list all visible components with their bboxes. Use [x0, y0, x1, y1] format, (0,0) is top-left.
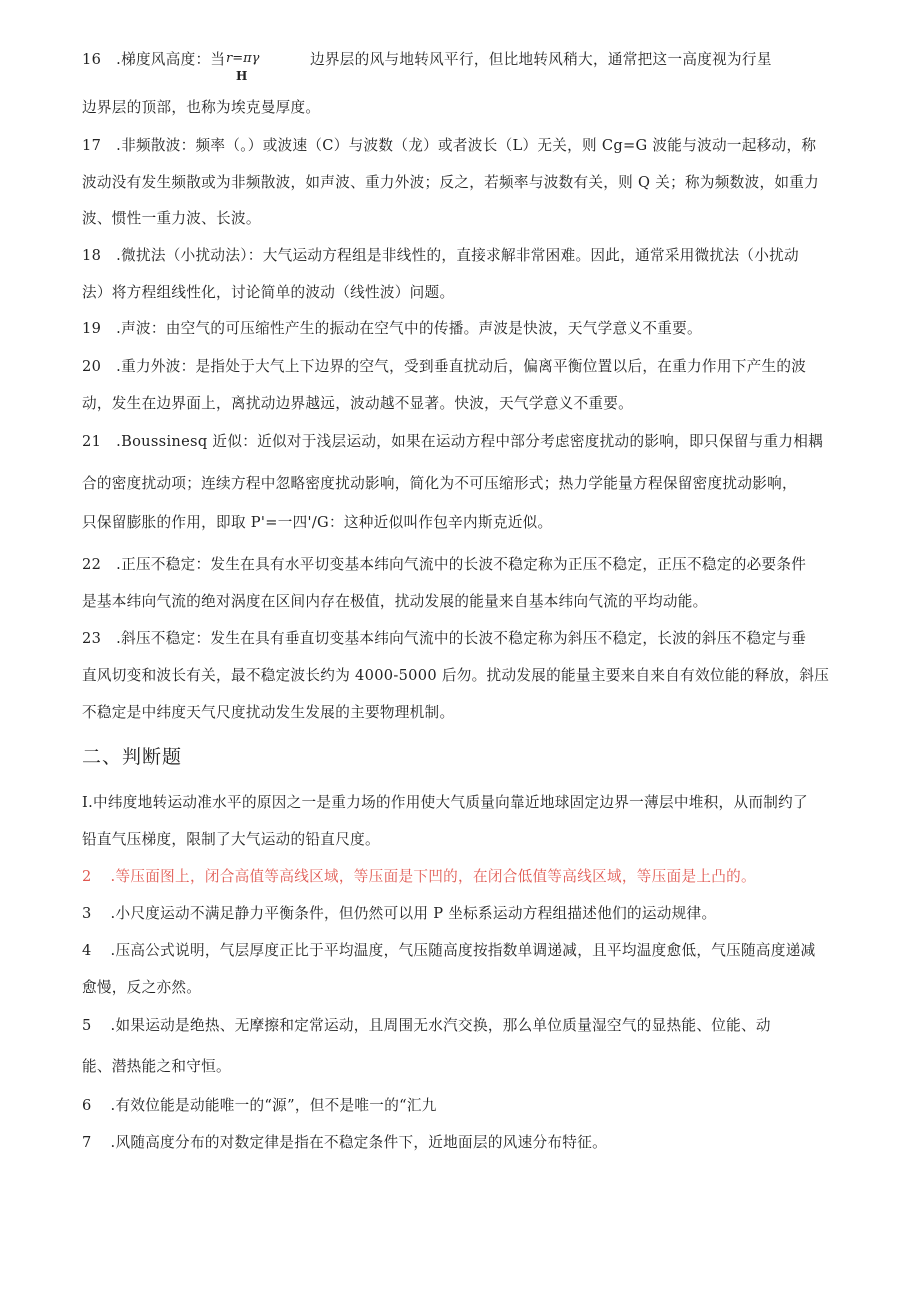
- item-21-line-3: 只保留膨胀的作用，即取 P'=一四'/G：这种近似叫作包辛内斯克近似。: [82, 514, 553, 531]
- item-18-line-2: 法）将方程组线性化，讨论简单的波动（线性波）问题。: [82, 284, 455, 301]
- judge-4-line-2: 愈慢，反之亦然。: [82, 979, 202, 996]
- judge-5-line-2: 能、潜热能之和守恒。: [82, 1058, 231, 1075]
- formula-denominator: H: [236, 69, 248, 83]
- item-16-line-1-cont: [310, 50, 772, 70]
- item-text: .如果运动是绝热、无摩擦和定常运动，且周围无水汽交换，那么单位质量湿空气的显热能、位能、动: [110, 1017, 771, 1034]
- item-number: 18: [82, 247, 102, 264]
- item-19-line-1: [82, 319, 702, 339]
- item-text: .斜压不稳定：发生在具有垂直切变基本纬向气流中的长波不稳定称为斜压不稳定，长波的斜压不稳定与垂: [116, 630, 807, 647]
- item-text: .声波：由空气的可压缩性产生的振动在空气中的传播。声波是快波，天气学意义不重要。: [116, 320, 702, 337]
- item-text: .梯度风高度：当: [116, 51, 226, 68]
- item-16-line-1: [82, 50, 225, 70]
- item-number: 19: [82, 320, 102, 337]
- item-17-line-2: 波动没有发生频散或为非频散波，如声波、重力外波；反之，若频率与波数有关，则 Q 关；称为频数波，如重力: [82, 174, 820, 191]
- item-number: 16: [82, 51, 102, 68]
- item-text: .正压不稳定：发生在具有水平切变基本纬向气流中的长波不稳定称为正压不稳定，正压不稳定的必要条件: [116, 556, 807, 573]
- item-20-line-2: 动，发生在边界面上，离扰动边界越远，波动越不显著。快波，天气学意义不重要。: [82, 395, 634, 412]
- judge-4-line-1: [82, 941, 816, 961]
- item-text: .重力外波：是指处于大气上下边界的空气，受到垂直扰动后，偏离平衡位置以后，在重力作用下产生的波: [116, 358, 807, 375]
- item-number: 7: [82, 1134, 92, 1151]
- item-text: 边界层的风与地转风平行，但比地转风稍大，通常把这一高度视为行星: [310, 51, 772, 68]
- item-23-line-1: [82, 629, 806, 649]
- item-text: .风随高度分布的对数定律是指在不稳定条件下，近地面层的风速分布特征。: [110, 1134, 607, 1151]
- item-text: .等压面图上，闭合高值等高线区域，等压面是下凹的，在闭合低值等高线区域，等压面是上凸的。: [110, 868, 756, 885]
- item-text: .有效位能是动能唯一的“源”，但不是唯一的“汇九: [110, 1097, 437, 1114]
- item-text: .Boussinesq 近似：近似对于浅层运动，如果在运动方程中部分考虑密度扰动的影响，即只保留与重力相耦: [116, 433, 824, 450]
- item-23-line-3: 不稳定是中纬度天气尺度扰动发生发展的主要物理机制。: [82, 704, 455, 721]
- section-title: 二、判断题: [82, 746, 183, 768]
- item-text: .非频散波：频率（。）或波速（C）与波数（龙）或者波长（L）无关，则 Cg=G 波能与波动一起移动，称: [116, 137, 817, 154]
- item-23-line-2: 直风切变和波长有关，最不稳定波长约为 4000-5000 后勿。扰动发展的能量主要来自来自有效位能的释放，斜压: [82, 667, 830, 684]
- item-number: 6: [82, 1097, 92, 1114]
- item-number: 3: [82, 905, 92, 922]
- item-text: .微扰法（小扰动法）：大气运动方程组是非线性的，直接求解非常困难。因此，通常采用微扰法（小扰动: [116, 247, 799, 264]
- item-number: 20: [82, 358, 102, 375]
- item-number: 2: [82, 868, 92, 885]
- item-text: .压高公式说明，气层厚度正比于平均温度，气压随高度按指数单调递减，且平均温度愈低，气压随高度递减: [110, 942, 816, 959]
- item-22-line-1: [82, 555, 806, 575]
- item-number: 17: [82, 137, 102, 154]
- item-text: .小尺度运动不满足静力平衡条件，但仍然可以用 P 坐标系运动方程组描述他们的运动规律。: [110, 905, 717, 922]
- item-17-line-1: [82, 136, 816, 156]
- item-18-line-1: [82, 246, 799, 266]
- formula-numerator: r=πγ: [226, 51, 260, 66]
- item-20-line-1: [82, 357, 806, 377]
- item-21-line-1: [82, 432, 823, 452]
- item-21-line-2: 合的密度扰动项；连续方程中忽略密度扰动影响，简化为不可压缩形式；热力学能量方程保留密度扰动影响，: [82, 475, 797, 492]
- item-number: 23: [82, 630, 102, 647]
- item-number: 21: [82, 433, 102, 450]
- judge-7-line-1: [82, 1133, 607, 1153]
- item-number: 22: [82, 556, 102, 573]
- judge-5-line-1: [82, 1016, 771, 1036]
- item-number: 5: [82, 1017, 92, 1034]
- judge-6-line-1: [82, 1096, 437, 1116]
- judge-2-line-1: [82, 867, 756, 887]
- item-16-line-2: 边界层的顶部，也称为埃克曼厚度。: [82, 99, 321, 116]
- item-17-line-3: 波、惯性一重力波、长波。: [82, 210, 261, 227]
- item-22-line-2: 是基本纬向气流的绝对涡度在区间内存在极值，扰动发展的能量来自基本纬向气流的平均动能。: [82, 593, 708, 610]
- item-number: 4: [82, 942, 92, 959]
- judge-1-line-2: 铅直气压梯度，限制了大气运动的铅直尺度。: [82, 831, 380, 848]
- judge-3-line-1: [82, 904, 716, 924]
- gradient-wind-formula: [226, 49, 262, 89]
- judge-1-line-1: I.中纬度地转运动准水平的原因之一是重力场的作用使大气质量向靠近地球固定边界一薄层中堆积，从而制约了: [82, 794, 808, 811]
